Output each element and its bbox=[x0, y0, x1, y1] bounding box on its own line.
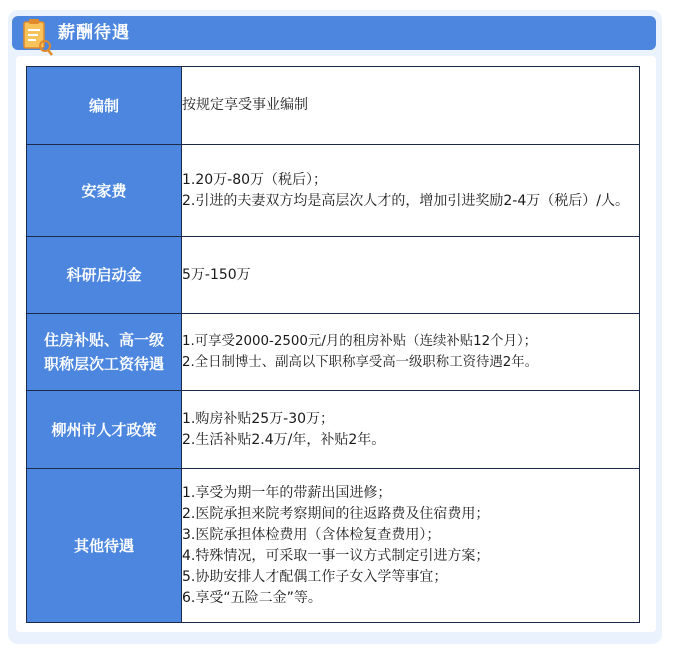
row-label: 柳州市人才政策 bbox=[27, 391, 182, 469]
row-label: 其他待遇 bbox=[27, 469, 182, 623]
row-label: 住房补贴、高一级 职称层次工资待遇 bbox=[27, 314, 182, 391]
section-header bbox=[12, 16, 656, 50]
table-row bbox=[27, 67, 640, 145]
table-row bbox=[27, 469, 640, 623]
row-content: 1.购房补贴25万-30万； 2.生活补贴2.4万/年，补贴2年。 bbox=[182, 391, 640, 469]
section-title: 薪酬待遇 bbox=[58, 23, 130, 43]
row-label: 科研启动金 bbox=[27, 237, 182, 314]
row-content: 1.可享受2000-2500元/月的租房补贴（连续补贴12个月）； 2.全日制博士、副高以下职称享受高一级职称工资待遇2年。 bbox=[182, 314, 640, 391]
row-label: 安家费 bbox=[27, 145, 182, 237]
row-content: 1.享受为期一年的带薪出国进修； 2.医院承担来院考察期间的往返路费及住宿费用； 3.医院承担体检费用（含体检复查费用）； 4.特殊情况，可采取一事一议方式制定引进方案； 5.协助安排人才配偶工作子女入学等事宜； 6.享受“五险二金”等。 bbox=[182, 469, 640, 623]
row-content: 1.20万-80万（税后）； 2.引进的夫妻双方均是高层次人才的，增加引进奖励2-4万（税后）/人。 bbox=[182, 145, 640, 237]
table-row bbox=[27, 314, 640, 391]
table-row bbox=[27, 237, 640, 314]
row-label: 编制 bbox=[27, 67, 182, 145]
benefits-table bbox=[26, 66, 640, 623]
table-row bbox=[27, 391, 640, 469]
row-content: 5万-150万 bbox=[182, 237, 640, 314]
table-row bbox=[27, 145, 640, 237]
row-content: 按规定享受事业编制 bbox=[182, 67, 640, 145]
